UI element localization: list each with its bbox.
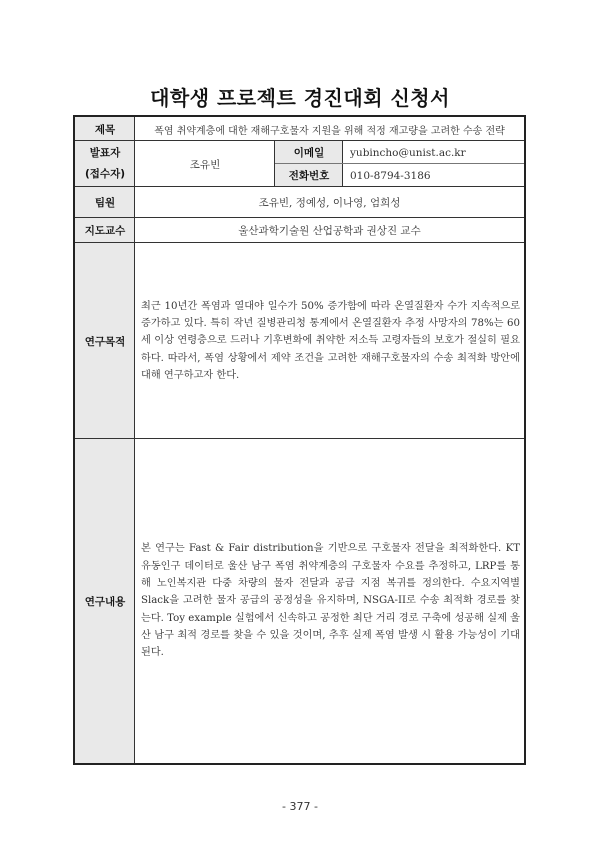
advisor-label: 지도교수 xyxy=(75,218,135,243)
purpose-label: 연구목적 xyxy=(75,243,135,439)
purpose-text: 최근 10년간 폭염과 열대야 일수가 50% 증가함에 따라 온열질환자 수가 지속적으로 증가하고 있다. 특히 작년 질병관리청 통계에서 온열질환자 추정 사망자의 78%는 60세 이상 연령층으로 드러나 기후변화에 취약한 저소득 고령자들의 보호가 절실히 필요하다. 따라서, 폭염 상황에서 제약 조건을 고려한 재해구호물자의 수송 최적화 방안에 대해 연구하고자 한다. xyxy=(141,300,520,381)
grid-hline-5 xyxy=(75,438,524,439)
grid-hline-1 xyxy=(75,140,524,141)
advisor-value: 울산과학기술원 산업공학과 권상진 교수 xyxy=(238,225,421,237)
grid-hline-2 xyxy=(75,186,524,187)
grid-hline-3 xyxy=(75,217,524,218)
content-text: 본 연구는 Fast & Fair distribution을 기반으로 구호물자 전달을 최적화한다. KT 유동인구 데이터로 울산 남구 폭염 취약계층의 구호물자 수요를 추정하고, LRP를 통해 노인복지관 다중 차량의 물자 전달과 공급 지점 복귀를 정의한다. 수요지역별 Slack을 고려한 물자 공급의 공정성을 유지하며, NSGA-II로 수송 최적화 경로를 찾는다. Toy example 실험에서 신속하고 공정한 최단 거리 경로 구축에 성공해 실제 울산 남구 최적 경로를 찾을 수 있을 것이며, 추후 실제 폭염 발생 시 활용 가능성이 기대된다. xyxy=(141,543,520,659)
email-label: 이메일 xyxy=(275,141,343,164)
page-number: - 377 - xyxy=(282,800,318,813)
subject-label: 제목 xyxy=(75,117,135,141)
grid-vline-presenter xyxy=(274,141,275,187)
team-label: 팀원 xyxy=(75,187,135,218)
email-value: yubincho@unist.ac.kr xyxy=(350,146,466,159)
presenter-label-line2: (접수자) xyxy=(84,168,126,180)
application-form-table xyxy=(73,115,526,765)
grid-hline-contact xyxy=(275,163,524,164)
purpose-cell xyxy=(135,243,524,439)
grid-vline-label xyxy=(134,117,135,763)
subject-value: 폭염 취약계층에 대한 재해구호물자 지원을 위해 적정 재고량을 고려한 수송 전략 xyxy=(154,125,505,137)
content-label: 연구내용 xyxy=(75,439,135,763)
grid-vline-contact xyxy=(342,141,343,187)
document-title: 대학생 프로젝트 경진대회 신청서 xyxy=(150,86,450,110)
grid-hline-4 xyxy=(75,242,524,243)
content-cell xyxy=(135,439,524,763)
phone-value: 010-8794-3186 xyxy=(350,169,431,182)
presenter-label xyxy=(75,141,135,187)
presenter-label-line1: 발표자 xyxy=(89,147,121,159)
team-value: 조유빈, 정예성, 이나영, 엄희성 xyxy=(258,197,401,209)
phone-label: 전화번호 xyxy=(275,164,343,187)
presenter-value: 조유빈 xyxy=(189,158,221,171)
